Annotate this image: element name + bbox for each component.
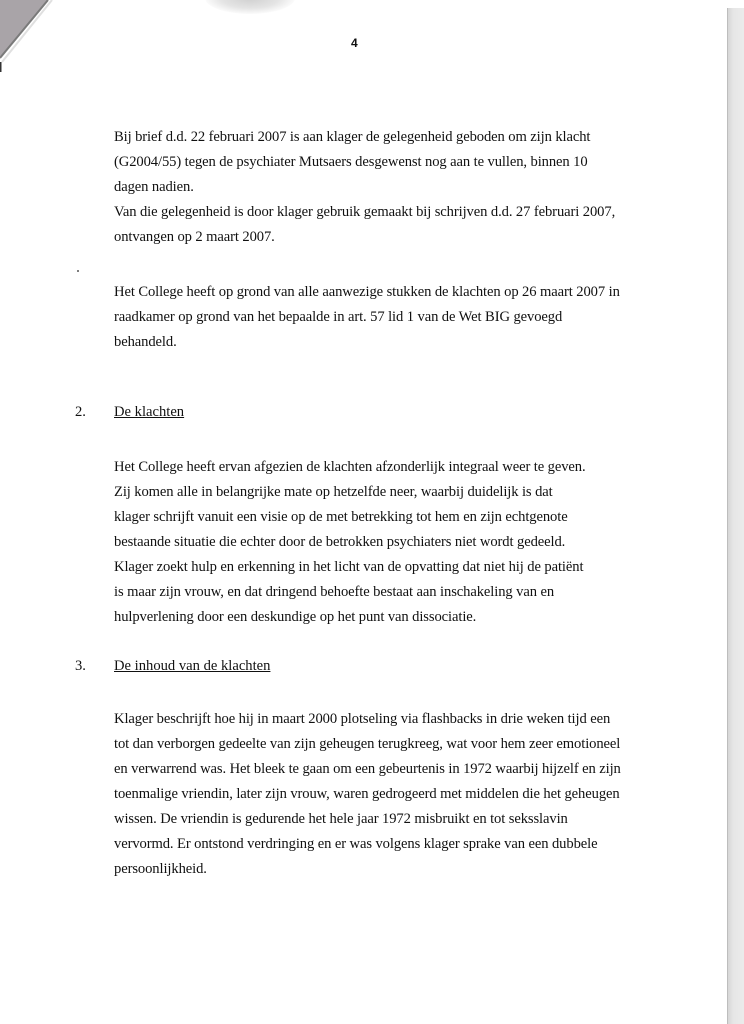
text-line: Klager beschrijft hoe hij in maart 2000 plotseling via flashbacks in drie weken tijd een (114, 711, 611, 727)
text-line: Het College heeft ervan afgezien de klachten afzonderlijk integraal weer te geven. (114, 459, 586, 475)
text-line: raadkamer op grond van het bepaalde in art. 57 lid 1 van de Wet BIG gevoegd (114, 309, 563, 325)
text-line: vervormd. Er ontstond verdringing en er was volgens klager sprake van een dubbele (114, 836, 598, 852)
section-heading-3 (75, 656, 270, 676)
section-2-body (114, 455, 674, 630)
text-line: Klager zoekt hulp en erkenning in het licht van de opvatting dat niet hij de patiënt (114, 559, 584, 575)
text-line: is maar zijn vrouw, en dat dringend behoefte bestaat aan inschakeling van en (114, 584, 555, 600)
text-line: (G2004/55) tegen de psychiater Mutsaers desgewenst nog aan te vullen, binnen 10 (114, 154, 588, 170)
page-number: 4 (351, 36, 358, 50)
intro-paragraph-2 (114, 280, 674, 355)
section-title: De inhoud van de klachten (114, 658, 271, 674)
text-line: persoonlijkheid. (114, 861, 207, 877)
scanned-page-corner-fold (0, 0, 60, 80)
text-line: toenmalige vriendin, later zijn vrouw, waren gedrogeerd met middelen die het geheugen (114, 786, 620, 802)
text-line: Zij komen alle in belangrijke mate op hetzelfde neer, waarbij duidelijk is dat (114, 484, 553, 500)
scan-speck (77, 270, 79, 272)
scan-edge-strip (727, 8, 744, 1024)
text-line: Bij brief d.d. 22 februari 2007 is aan klager de gelegenheid geboden om zijn klacht (114, 129, 591, 145)
section-number: 3. (75, 658, 86, 674)
text-line: dagen nadien. (114, 179, 194, 195)
text-line: klager schrijft vanuit een visie op de met betrekking tot hem en zijn echtgenote (114, 509, 568, 525)
text-line: Het College heeft op grond van alle aanwezige stukken de klachten op 26 maart 2007 in (114, 284, 620, 300)
scan-smudge (205, 0, 295, 14)
text-line: Van die gelegenheid is door klager gebruik gemaakt bij schrijven d.d. 27 februari 2007, (114, 204, 616, 220)
text-line: hulpverlening door een deskundige op het punt van dissociatie. (114, 609, 477, 625)
intro-paragraph-1 (114, 125, 674, 250)
text-line: en verwarrend was. Het bleek te gaan om een gebeurtenis in 1972 waarbij hijzelf en zijn (114, 761, 621, 777)
text-line: ontvangen op 2 maart 2007. (114, 229, 275, 245)
section-title: De klachten (114, 404, 185, 420)
section-number: 2. (75, 404, 86, 420)
text-line: bestaande situatie die echter door de betrokken psychiaters niet wordt gedeeld. (114, 534, 566, 550)
text-line: tot dan verborgen gedeelte van zijn geheugen terugkreeg, wat voor hem zeer emotioneel (114, 736, 621, 752)
text-line: wissen. De vriendin is gedurende het hele jaar 1972 misbruikt en tot seksslavin (114, 811, 568, 827)
section-heading-2 (75, 402, 184, 422)
text-line: behandeld. (114, 334, 177, 350)
section-3-body (114, 707, 674, 882)
